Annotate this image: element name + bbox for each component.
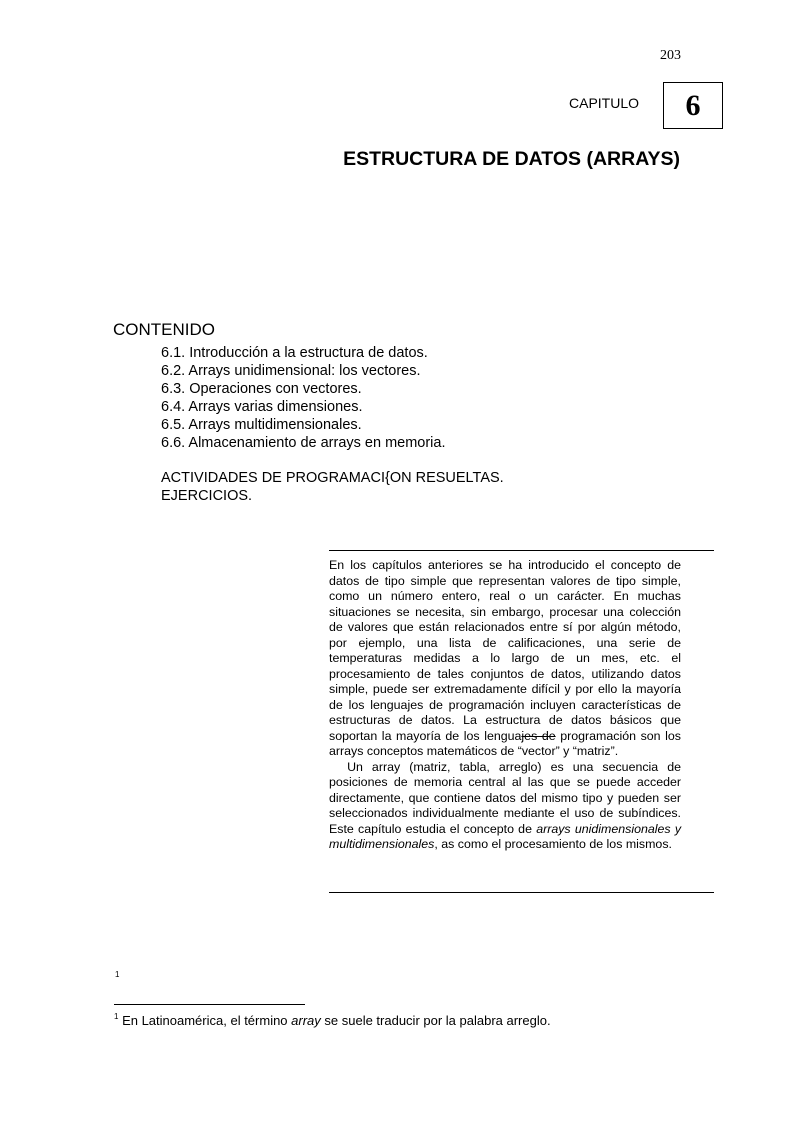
- contents-item: 6.5. Arrays multidimensionales.: [161, 417, 362, 433]
- footnote-marker: 1: [114, 1012, 119, 1021]
- contents-item: 6.2. Arrays unidimensional: los vectores.: [161, 363, 421, 379]
- contents-item: 6.3. Operaciones con vectores.: [161, 381, 362, 397]
- contents-item: 6.6. Almacenamiento de arrays en memoria.: [161, 435, 446, 451]
- page-number: 203: [660, 48, 681, 63]
- contents-item: 6.1. Introducción a la estructura de datos.: [161, 345, 428, 361]
- abstract-paragraph: Un array (matriz, tabla, arreglo) es una secuencia de posiciones de memoria central al las que se puede acceder directamente, que contiene datos del mismo tipo y pueden ser seleccionados individualmente mediante el uso de subíndices. Este capítulo estudia el concepto de arrays unidimensionales y multidimensionales, as como el procesamiento de los mismos.: [329, 759, 682, 851]
- chapter-number-box: [663, 82, 723, 129]
- exercises-heading: EJERCICIOS.: [161, 488, 253, 504]
- abstract-top-rule: [329, 550, 714, 551]
- chapter-label: CAPITULO: [569, 95, 640, 111]
- abstract-bottom-rule: [329, 892, 714, 893]
- contents-list: [161, 344, 446, 452]
- activities-heading: ACTIVIDADES DE PROGRAMACI{ON RESUELTAS.: [161, 470, 504, 486]
- abstract-paragraph: En los capítulos anteriores se ha introducido el concepto de datos de tipo simple que representan valores de tipo simple, como un número entero, real o un carácter. En muchas situaciones se necesita, sin embargo, procesar una colección de valores que están relacionados entre sí por algún método, por ejemplo, una lista de calificaciones, una serie de temperaturas medidas a lo largo de un mes, etc. el procesamiento de tales conjuntos de datos, utilizando datos simple, puede ser extremadamente difícil y por ello la mayoría de los lenguajes de programación incluyen características de estructuras de datos. La estructura de datos básicos que soportan la mayoría de los lenguajes de programación son los arrays conceptos matemáticos de “vector” y “matriz”.: [329, 558, 681, 758]
- footnote: $^1$ En Latinoamérica, el término array se suele traducir por la palabra arreglo.: [114, 1012, 551, 1028]
- contents-item: 6.4. Arrays varias dimensiones.: [161, 399, 363, 415]
- footnote-term: array: [291, 1013, 321, 1028]
- chapter-abstract: [329, 558, 681, 853]
- chapter-title: ESTRUCTURA DE DATOS (ARRAYS): [343, 148, 680, 170]
- footnote-separator: [114, 1004, 305, 1005]
- contents-heading: CONTENIDO: [113, 320, 215, 339]
- footnote-reference: 1: [115, 970, 120, 979]
- activities-block: [161, 469, 504, 505]
- chapter-number: 6: [685, 89, 701, 122]
- struck-text: jes de: [521, 728, 556, 743]
- italic-term: arrays unidimensionales y multidimensionales: [329, 821, 682, 851]
